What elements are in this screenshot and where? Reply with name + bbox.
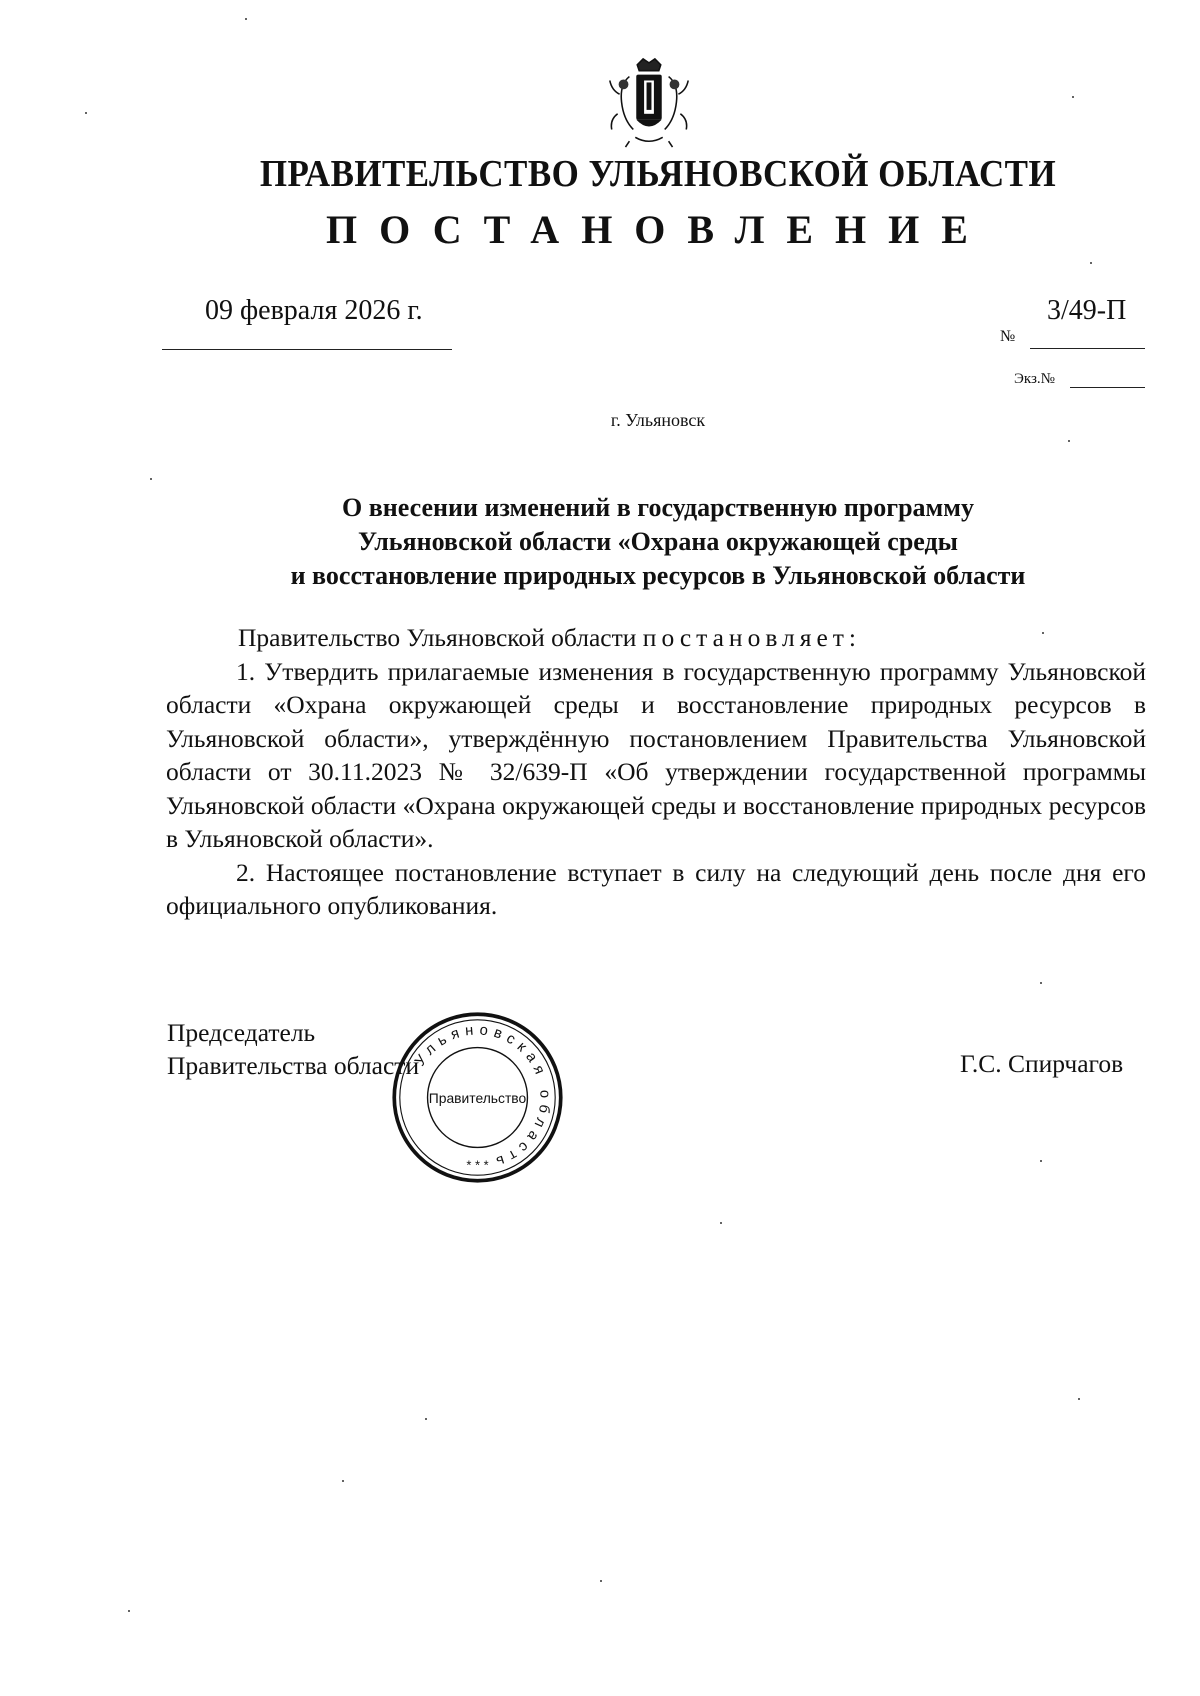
subject-line: О внесении изменений в государственную программу — [342, 493, 974, 522]
number-underline — [1030, 348, 1145, 349]
city-line: г. Ульяновск — [610, 410, 706, 430]
svg-text:* * *: * * * — [466, 1157, 489, 1173]
subject-line: и восстановление природных ресурсов в Ульяновской области — [290, 561, 1026, 590]
scan-speck — [342, 1480, 344, 1482]
scan-speck — [128, 1610, 130, 1612]
preamble-verb: постановляет: — [642, 623, 862, 652]
scan-speck — [1072, 96, 1074, 98]
scan-speck — [85, 112, 87, 114]
document-number: 3/49-П — [1047, 295, 1127, 326]
signer-title-line: Правительства области — [167, 1051, 420, 1080]
scan-speck — [245, 18, 247, 20]
document-subject — [200, 491, 1116, 593]
coat-of-arms-icon — [600, 55, 698, 153]
signer-title — [167, 1016, 419, 1082]
document-type-title: ПОСТАНОВЛЕНИЕ — [326, 207, 990, 252]
organization-title: ПРАВИТЕЛЬСТВО УЛЬЯНОВСКОЙ ОБЛАСТИ — [259, 153, 1057, 195]
scan-speck — [150, 478, 152, 480]
scan-speck — [720, 1222, 722, 1224]
svg-text:Правительство: Правительство — [428, 1090, 527, 1107]
signer-name: Г.С. Спирчагов — [960, 1049, 1124, 1078]
preamble — [166, 621, 1146, 655]
scan-speck — [1040, 982, 1042, 984]
scan-speck — [1042, 632, 1044, 634]
signer-title-line: Председатель — [167, 1018, 316, 1047]
scan-speck — [1078, 1398, 1080, 1400]
clause-1: 1. Утвердить прилагаемые изменения в государственную программу Ульяновской области «Охрана окружающей среды и восстановление природных ресурсов в Ульяновской области», утверждённую постановлением Правительства Ульяновской области от 30.11.2023 № 32/639-П «Об утверждении государственной программы Ульяновской области «Охрана окружающей среды и восстановление природных ресурсов в Ульяновской области». — [166, 656, 1146, 853]
scan-speck — [600, 1580, 602, 1582]
subject-line: Ульяновской области «Охрана окружающей среды — [358, 527, 958, 556]
scan-speck — [1068, 440, 1070, 442]
clause-2: 2. Настоящее постановление вступает в силу на следующий день после дня его официального опубликования. — [166, 857, 1146, 920]
document-date: 09 февраля 2026 г. — [205, 295, 423, 326]
svg-text:Ульяновская область: Ульяновская область — [412, 1022, 553, 1171]
date-underline — [162, 349, 452, 350]
copy-number-underline — [1070, 387, 1145, 388]
scan-speck — [1090, 262, 1092, 264]
scan-speck — [1040, 1160, 1042, 1162]
official-seal — [385, 1005, 570, 1190]
scan-speck — [425, 1418, 427, 1420]
copy-number-label: Экз.№ — [1014, 371, 1055, 387]
document-body — [166, 621, 1146, 923]
number-label: № — [1000, 328, 1016, 345]
preamble-text: Правительство Ульяновской области — [238, 623, 643, 652]
